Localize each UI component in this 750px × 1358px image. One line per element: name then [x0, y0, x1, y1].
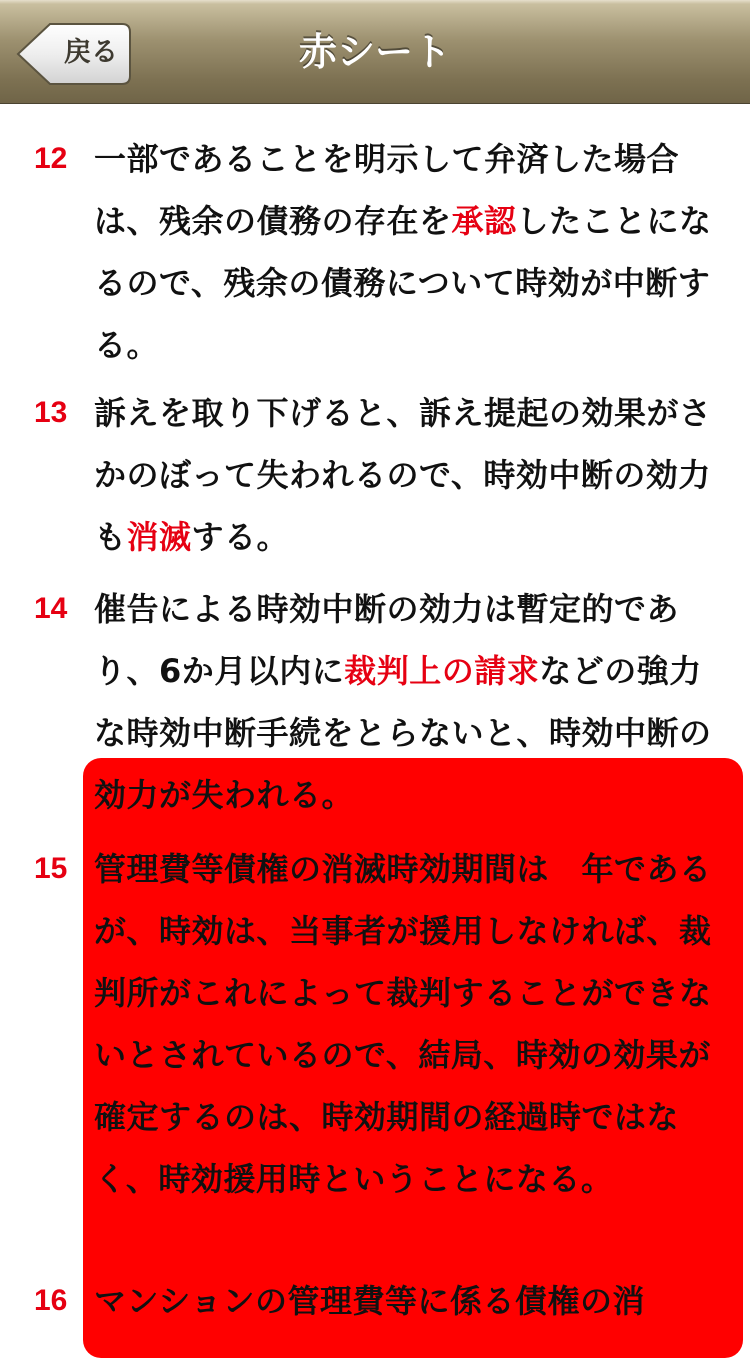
back-button[interactable]: [16, 22, 132, 86]
item-text: [94, 578, 734, 826]
item-number: 12: [34, 142, 68, 175]
highlighted-term: 裁判上の請求: [344, 652, 540, 690]
item-number: 16: [34, 1284, 68, 1317]
page-title: 赤シート: [298, 30, 451, 74]
item-text-part: 催告による時効中断の効力は暫定的であり、6か月以内に: [94, 590, 680, 690]
item-text-part: する。: [191, 518, 290, 556]
highlighted-term: 消滅: [126, 518, 192, 556]
item-text: マンションの管理費等に係る債権の消: [94, 1282, 646, 1320]
item-number: 14: [34, 592, 68, 625]
item-text: [94, 128, 734, 376]
item-text: 管理費等債権の消滅時効期間は 年であるが、時効は、当事者が援用しなければ、裁判所がこれによって裁判することができないとされているので、結局、時効の効果が確定するのは、時効期間の経過時ではなく、時効援用時ということになる。: [94, 850, 712, 1198]
item-text: [94, 382, 734, 568]
item-text-part: などの強力な時効中断手続をとらないと、時効中断の効力が失われる。: [94, 652, 712, 814]
highlighted-term: 承認: [451, 202, 517, 240]
item-number: 13: [34, 396, 68, 429]
navigation-bar: [0, 0, 750, 104]
item-text-part: したことになるので、残余の債務について時効が中断する。: [94, 202, 712, 364]
item-text-part: 一部であることを明示して弁済した場合は、残余の債務の存在を: [94, 140, 680, 240]
item-text-part: 訴えを取り下げると、訴え提起の効果がさかのぼって失われるので、時効中断の効力も: [94, 394, 712, 556]
back-button-label: 戻る: [64, 37, 118, 68]
item-number: 15: [34, 852, 68, 885]
